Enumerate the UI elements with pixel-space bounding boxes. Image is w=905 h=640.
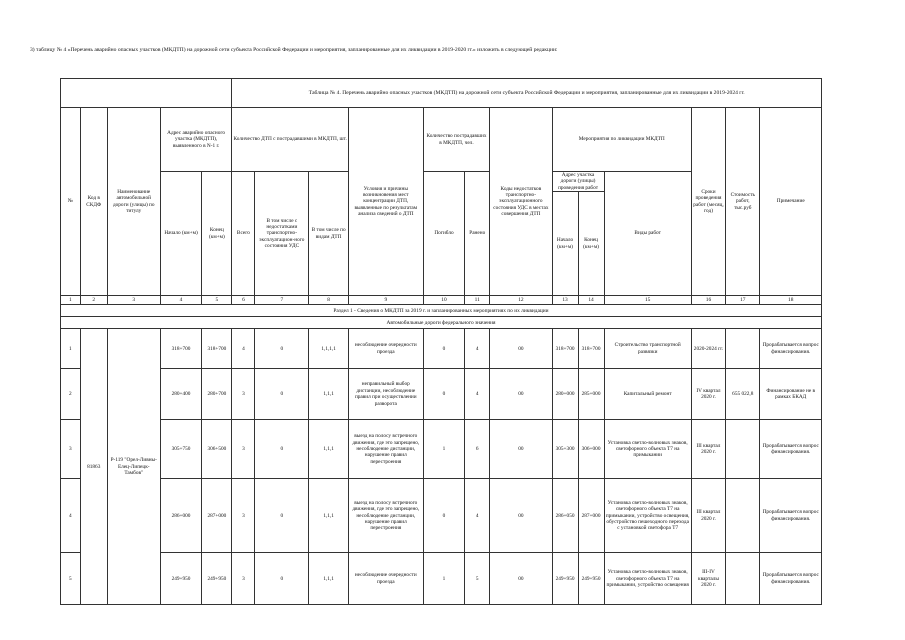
column-number: 4 bbox=[160, 296, 202, 305]
cell-cond: выезд на полосу встречного движения, где это запрещено, несоблюдение дистанции, нарушение правил перестроения bbox=[348, 420, 423, 479]
cell-kinds: 1,1,1,1 bbox=[309, 329, 348, 369]
cell-end: 249+950 bbox=[202, 553, 232, 605]
cell-cond: выезд на полосу встречного движения, где это запрещено, несоблюдение дистанции, нарушение правил перестроения bbox=[348, 479, 423, 553]
column-number: 9 bbox=[348, 296, 423, 305]
cell-udc: 0 bbox=[255, 420, 309, 479]
header-m-start: Начало (км+м) bbox=[552, 192, 578, 296]
cell-note: Прорабатывается вопрос финансирования. bbox=[760, 420, 822, 479]
column-number-row bbox=[61, 296, 822, 305]
cell-start: 305+750 bbox=[160, 420, 202, 479]
cell-end: 318+700 bbox=[202, 329, 232, 369]
cell-injured: 6 bbox=[465, 420, 490, 479]
header-measures-address: Адрес участка дороги (улицы) проведения работ bbox=[552, 172, 604, 192]
header-victims: Количество пострадавших в МКДТП, чел. bbox=[423, 108, 490, 172]
cell-codes: 00 bbox=[490, 553, 552, 605]
cell-num: 5 bbox=[61, 553, 81, 605]
header-end: Конец (км+м) bbox=[202, 172, 232, 296]
cell-note: Прорабатывается вопрос финансирования. bbox=[760, 479, 822, 553]
header-address: Адрес аварийно опасного участка (МКДТП), выявленного в N-1 г. bbox=[160, 108, 232, 172]
column-number: 11 bbox=[465, 296, 490, 305]
cell-killed: 1 bbox=[423, 553, 465, 605]
cell-mend: 285+000 bbox=[578, 369, 604, 420]
column-number: 8 bbox=[309, 296, 348, 305]
cell-codes: 00 bbox=[490, 420, 552, 479]
cell-mend: 249+950 bbox=[578, 553, 604, 605]
cell-cond: неправильный выбор дистанции, несоблюдение правил при осуществлении разворота bbox=[348, 369, 423, 420]
cell-total: 3 bbox=[232, 553, 255, 605]
cell-note: Прорабатывается вопрос финансирования. bbox=[760, 553, 822, 605]
mkdtp-table bbox=[60, 78, 822, 605]
column-number: 17 bbox=[726, 296, 760, 305]
header-codes-udc: Коды недостатков транспортно-эксплуатационного состояния УДС в местах совершения ДТП bbox=[490, 108, 552, 296]
header-conditions: Условия и причины возникновения мест концентрации ДТП, выявленные по результатам анализа сведений о ДТП bbox=[348, 108, 423, 296]
cell-deadline: III квартал 2020 г. bbox=[691, 420, 725, 479]
cell-killed: 0 bbox=[423, 479, 465, 553]
cell-total: 3 bbox=[232, 420, 255, 479]
header-start: Начало (км+м) bbox=[160, 172, 202, 296]
cell-mend: 306+000 bbox=[578, 420, 604, 479]
cell-injured: 4 bbox=[465, 479, 490, 553]
cell-total: 3 bbox=[232, 479, 255, 553]
table-row bbox=[61, 369, 822, 420]
cell-num: 3 bbox=[61, 420, 81, 479]
cell-cost bbox=[726, 329, 760, 369]
cell-kinds: 1,1,1 bbox=[309, 420, 348, 479]
header-dtp-count: Количество ДТП с пострадавшими в МКДТП, шт. bbox=[232, 108, 348, 172]
cell-start: 318+700 bbox=[160, 329, 202, 369]
header-total: Всего bbox=[232, 172, 255, 296]
cell-killed: 0 bbox=[423, 369, 465, 420]
cell-work: Капитальный ремонт bbox=[604, 369, 691, 420]
cell-note: Прорабатывается вопрос финансирования. bbox=[760, 329, 822, 369]
column-number: 3 bbox=[107, 296, 160, 305]
cell-injured: 4 bbox=[465, 369, 490, 420]
header-measures: Мероприятия по ликвидации МКДТП bbox=[552, 108, 691, 172]
table-row bbox=[61, 329, 822, 369]
cell-udc: 0 bbox=[255, 479, 309, 553]
cell-mstart: 318+700 bbox=[552, 329, 578, 369]
column-number: 1 bbox=[61, 296, 81, 305]
column-number: 14 bbox=[578, 296, 604, 305]
cell-deadline: III-IV кварталы 2020 г. bbox=[691, 553, 725, 605]
header-incl-kinds: В том числе по видам ДТП bbox=[309, 172, 348, 296]
cell-udc: 0 bbox=[255, 329, 309, 369]
cell-codes: 00 bbox=[490, 479, 552, 553]
header-work-type: Виды работ bbox=[604, 172, 691, 296]
header-deadline: Сроки проведения работ (месяц, год) bbox=[691, 108, 725, 296]
header-code: Код в СКДФ bbox=[80, 108, 107, 296]
cell-note: Финансирование не в рамках БКАД bbox=[760, 369, 822, 420]
cell-num: 4 bbox=[61, 479, 81, 553]
cell-cond: несоблюдение очередности проезда bbox=[348, 329, 423, 369]
cell-deadline: IV квартал 2020 г. bbox=[691, 369, 725, 420]
column-number: 12 bbox=[490, 296, 552, 305]
header-m-end: Конец (км+м) bbox=[578, 192, 604, 296]
cell-work: Установка светло-волновых знаков, светофорного объекта Т7 на примыкании, устройство освещения bbox=[604, 553, 691, 605]
header-cost: Стоимость работ, тыс.руб bbox=[726, 108, 760, 296]
cell-mstart: 305+300 bbox=[552, 420, 578, 479]
cell-start: 280+400 bbox=[160, 369, 202, 420]
intro-text: 3) таблицу № 4 «Перечень аварийно опасных участков (МКДТП) на дорожной сети субъекта Российской Федерации и мероприятия, запланированные для их ликвидации в 2019-2020 гг.» изложить в следующей редакции: bbox=[30, 47, 558, 53]
cell-work: Установка светло-волновых знаков, светофорного объекта Т7 на примыкании, устройство освещения, обустройство пешеходного перехода с установкой светофора Т7 bbox=[604, 479, 691, 553]
header-road-name: Наименование автомобильной дороги (улицы) по титулу bbox=[107, 108, 160, 296]
table-row bbox=[61, 479, 822, 553]
section-title: Раздел 1 - Сведения о МКДТП за 2019 г. и запланированных мероприятиях по их ликвидации bbox=[61, 305, 822, 317]
cell-mstart: 280+000 bbox=[552, 369, 578, 420]
cell-udc: 0 bbox=[255, 553, 309, 605]
header-injured: Ранено bbox=[465, 172, 490, 296]
column-number: 16 bbox=[691, 296, 725, 305]
column-number: 13 bbox=[552, 296, 578, 305]
table-row bbox=[61, 553, 822, 605]
column-number: 18 bbox=[760, 296, 822, 305]
column-number: 6 bbox=[232, 296, 255, 305]
cell-cond: несоблюдение очередности проезда bbox=[348, 553, 423, 605]
table-row bbox=[61, 420, 822, 479]
cell-end: 280+700 bbox=[202, 369, 232, 420]
header-note: Примечание bbox=[760, 108, 822, 296]
cell-num: 2 bbox=[61, 369, 81, 420]
cell-kinds: 1,1,1 bbox=[309, 369, 348, 420]
cell-mend: 287+000 bbox=[578, 479, 604, 553]
cell-mend: 318+700 bbox=[578, 329, 604, 369]
cell-cost bbox=[726, 420, 760, 479]
cell-kinds: 1,1,1 bbox=[309, 553, 348, 605]
cell-codes: 00 bbox=[490, 329, 552, 369]
cell-end: 306+500 bbox=[202, 420, 232, 479]
cell-total: 3 bbox=[232, 369, 255, 420]
cell-injured: 5 bbox=[465, 553, 490, 605]
header-killed: Погибло bbox=[423, 172, 465, 296]
cell-cost bbox=[726, 553, 760, 605]
cell-codes: 00 bbox=[490, 369, 552, 420]
cell-num: 1 bbox=[61, 329, 81, 369]
column-number: 10 bbox=[423, 296, 465, 305]
cell-kinds: 1,1,1 bbox=[309, 479, 348, 553]
cell-work: Строительство транспортной развязки bbox=[604, 329, 691, 369]
cell-start: 249+950 bbox=[160, 553, 202, 605]
header-num: № bbox=[61, 108, 81, 296]
subsection-title: Автомобильные дороги федерального значения bbox=[61, 317, 822, 329]
cell-start: 286+000 bbox=[160, 479, 202, 553]
column-number: 5 bbox=[202, 296, 232, 305]
cell-end: 287+000 bbox=[202, 479, 232, 553]
cell-deadline: III квартал 2020 г. bbox=[691, 479, 725, 553]
cell-work: Установка светло-волновых знаков, светофорного объекта Т7 на примыкании bbox=[604, 420, 691, 479]
cell-mstart: 286+050 bbox=[552, 479, 578, 553]
cell-cost: 655 022,8 bbox=[726, 369, 760, 420]
cell-cost bbox=[726, 479, 760, 553]
cell-killed: 1 bbox=[423, 420, 465, 479]
column-number: 2 bbox=[80, 296, 107, 305]
cell-injured: 4 bbox=[465, 329, 490, 369]
cell-road-name: Р-119 "Орел-Ливны-Елец-Липецк-Тамбов" bbox=[107, 329, 160, 605]
header-incl-udc: В том числе с недостатками транспортно-эксплуатацион-ного состояния УДС bbox=[255, 172, 309, 296]
cell-road-code: 81863 bbox=[80, 329, 107, 605]
column-number: 7 bbox=[255, 296, 309, 305]
cell-udc: 0 bbox=[255, 369, 309, 420]
cell-total: 4 bbox=[232, 329, 255, 369]
cell-killed: 0 bbox=[423, 329, 465, 369]
column-number: 15 bbox=[604, 296, 691, 305]
table-title: Таблица № 4. Перечень аварийно опасных участков (МКДТП) на дорожной сети субъекта Российской Федерации и мероприятия, запланированные для их ликвидации в 2019-2024 гг. bbox=[232, 79, 822, 108]
cell-mstart: 249+950 bbox=[552, 553, 578, 605]
cell-deadline: 2020-2024 гг. bbox=[691, 329, 725, 369]
